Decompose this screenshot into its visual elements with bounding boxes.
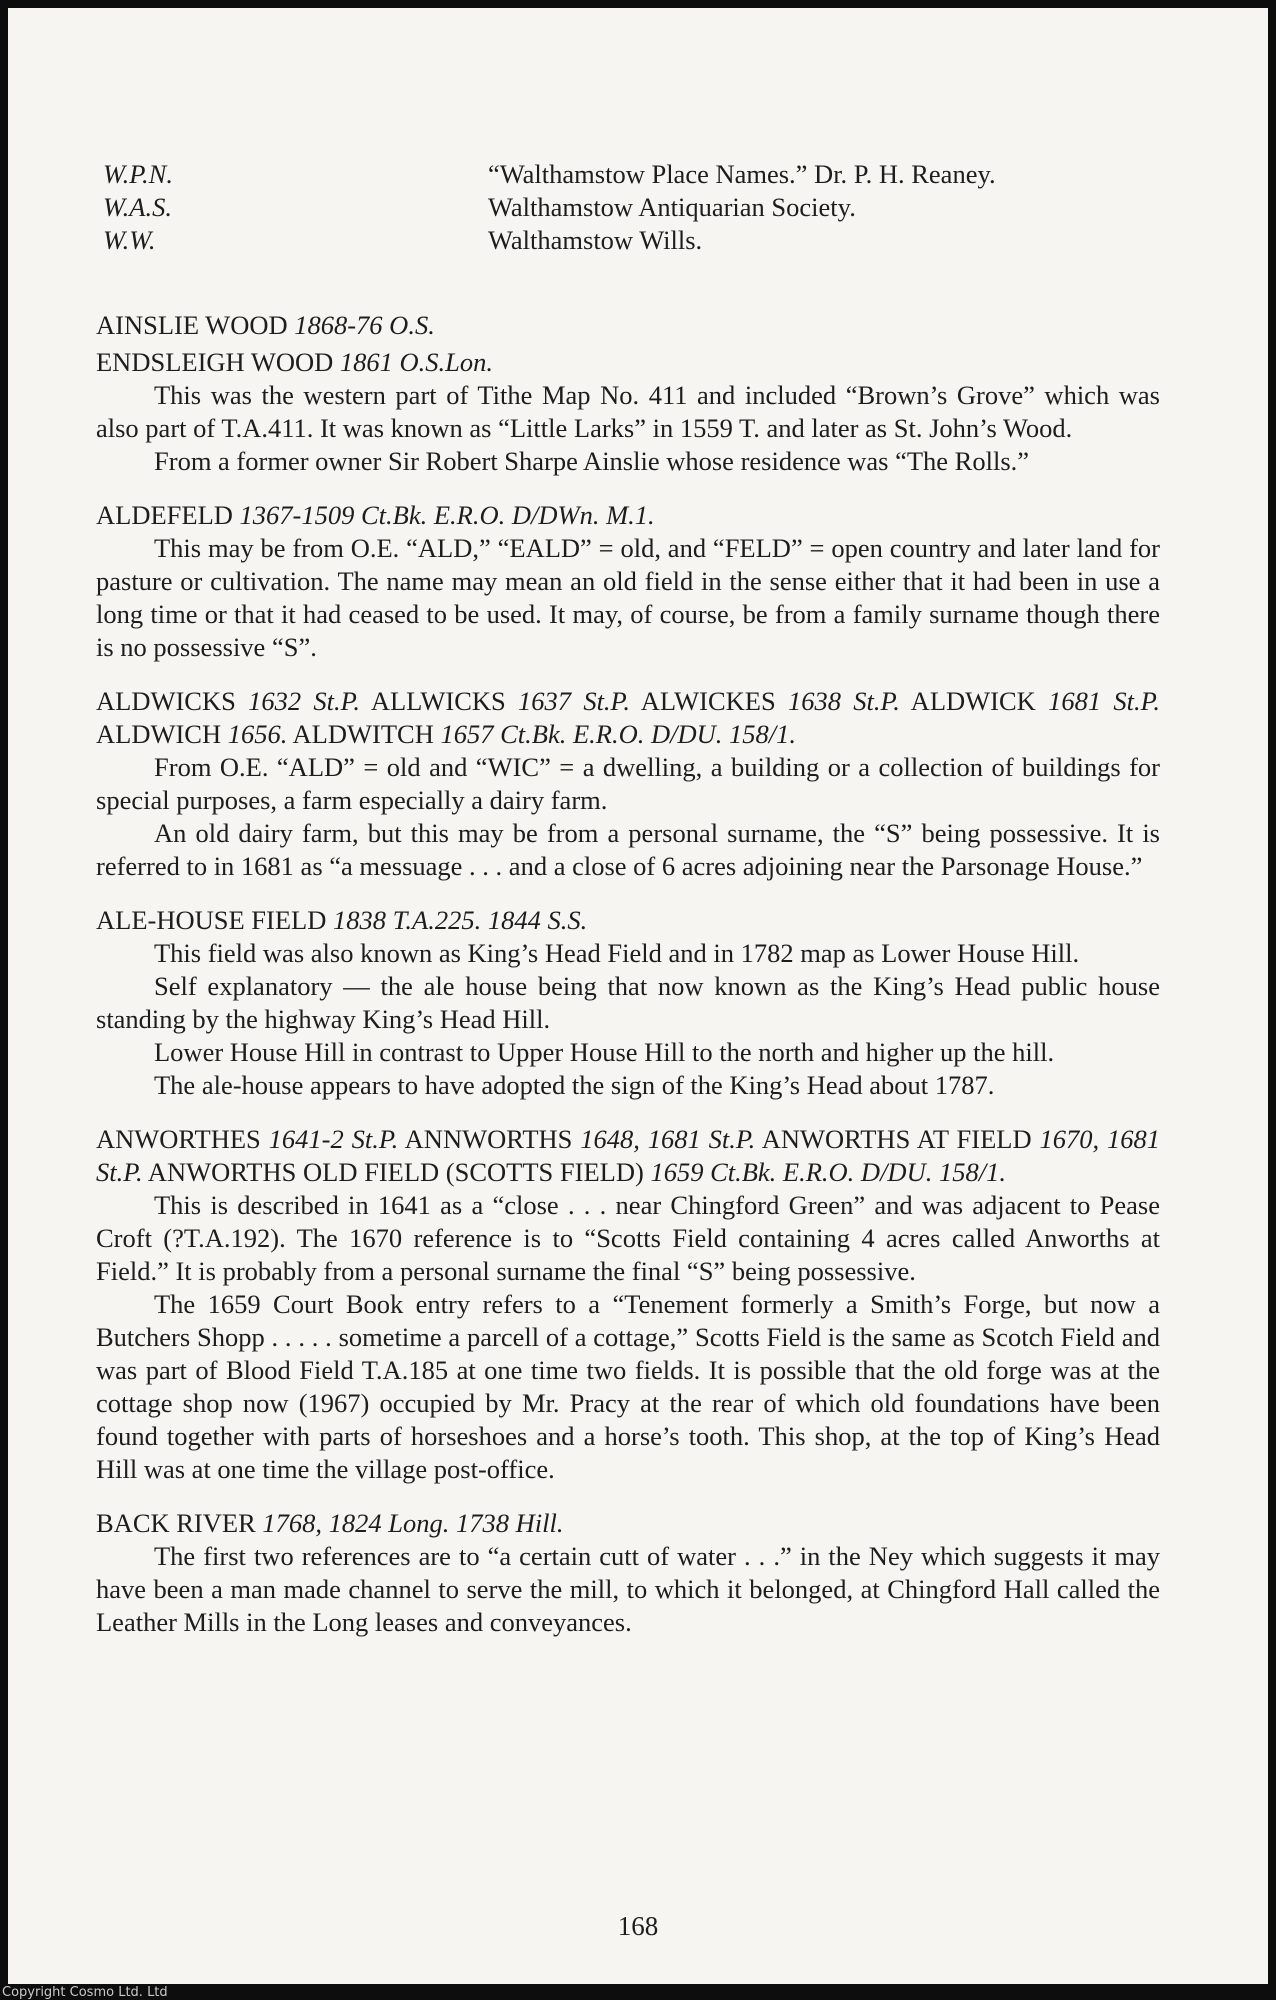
heading-reference: 1656.: [227, 719, 288, 749]
entry-paragraph: This may be from O.E. “ALD,” “EALD” = old, and “FELD” = open country and later land for pasture or cultivation. The name may mean an old field in the sense either that it had been in use a long time or that it had ceased to be used. It may, of course, be from a family surname though there is no possessive “S”.: [96, 533, 1160, 662]
entry-paragraph: This field was also known as King’s Head Field and in 1782 map as Lower House Hill.: [154, 938, 1080, 968]
entry-paragraph: From O.E. “ALD” = old and “WIC” = a dwelling, a building or a collection of buildings for special purposes, a farm especially a dairy farm.: [96, 752, 1160, 815]
place-name-entries: [96, 309, 1160, 1639]
place-name-entry: [96, 904, 1160, 1102]
heading-name: ALDWICKS: [96, 686, 249, 716]
heading-name: BACK RIVER: [96, 1508, 263, 1538]
abbreviations-list: [103, 158, 1160, 257]
heading-name: ALDEFELD: [96, 500, 240, 530]
heading-name: AINSLIE WOOD: [96, 310, 295, 340]
entry-heading: [96, 1123, 1160, 1189]
heading-reference: 1657 Ct.Bk. E.R.O. D/DU. 158/1.: [440, 719, 796, 749]
entry-paragraph: This was the western part of Tithe Map No. 411 and included “Brown’s Grove” which was also part of T.A.411. It was known as “Little Larks” in 1559 T. and later as St. John’s Wood.: [96, 380, 1160, 443]
entry-paragraph: From a former owner Sir Robert Sharpe Ainslie whose residence was “The Rolls.”: [154, 446, 1030, 476]
copyright-notice: Copyright Cosmo Ltd. Ltd: [2, 1985, 168, 2000]
heading-reference: 1638 St.P.: [787, 686, 900, 716]
heading-reference: 1632 St.P.: [248, 686, 361, 716]
heading-name: ALDWICK: [899, 686, 1049, 716]
entry-paragraph: The 1659 Court Book entry refers to a “Tenement formerly a Smith’s Forge, but now a Butchers Shopp . . . . . sometime a parcell of a cottage,” Scotts Field is the same as Scotch Field and was part of Blood Field T.A.185 at one time two fields. It is possible that the old forge was at the cottage shop now (1967) occupied by Mr. Pracy at the rear of which old foundations have been found together with parts of horseshoes and a horse’s tooth. This shop, at the top of King’s Head Hill was at one time the village post-office.: [96, 1289, 1160, 1484]
entry-paragraph: The first two references are to “a certain cutt of water . . .” in the Ney which suggests it may have been a man made channel to serve the mill, to which it belonged, at Chingford Hall called the Leather Mills in the Long leases and conveyances.: [96, 1541, 1160, 1637]
heading-name: ANNWORTHS: [398, 1124, 581, 1154]
heading-reference: 1868-76 O.S.: [294, 310, 435, 340]
entry-heading: [96, 499, 1160, 532]
entry-heading: [96, 685, 1160, 751]
heading-name: ALLWICKS: [360, 686, 519, 716]
abbreviation-meaning: “Walthamstow Place Names.” Dr. P. H. Reaney.: [488, 159, 996, 189]
place-name-entry: [96, 1507, 1160, 1639]
place-name-entry: [96, 309, 1160, 342]
abbreviation: W.W.: [103, 225, 156, 255]
heading-reference: 1367-1509 Ct.Bk. E.R.O. D/DWn. M.1.: [239, 500, 655, 530]
heading-name: ALWICKES: [629, 686, 788, 716]
entry-heading: [96, 904, 1160, 937]
heading-reference: 1670, 1681 St.P.: [96, 1124, 1160, 1187]
entry-paragraph: An old dairy farm, but this may be from a personal surname, the “S” being possessive. It is referred to in 1681 as “a messuage . . . and a close of 6 acres adjoining near the Parsonage House.”: [96, 818, 1160, 881]
heading-name: ENDSLEIGH WOOD: [96, 347, 340, 377]
place-name-entry: [96, 499, 1160, 664]
entry-heading: [96, 1507, 1160, 1540]
abbreviation: W.A.S.: [103, 192, 172, 222]
heading-reference: 1641-2 St.P.: [268, 1124, 399, 1154]
entry-paragraph: This is described in 1641 as a “close . . . near Chingford Green” and was adjacent to Pease Croft (?T.A.192). The 1670 reference is to “Scotts Field containing 4 acres called Anworths at Field.” It is probably from a personal surname the final “S” being possessive.: [96, 1190, 1160, 1286]
abbreviation-meaning: Walthamstow Antiquarian Society.: [488, 192, 856, 222]
heading-name: ALE-HOUSE FIELD: [96, 905, 333, 935]
entry-heading: [96, 309, 1160, 342]
heading-reference: 1648, 1681 St.P.: [580, 1124, 756, 1154]
place-name-entry: [96, 1123, 1160, 1486]
heading-reference: 1768, 1824 Long. 1738 Hill.: [262, 1508, 564, 1538]
heading-name: ANWORTHES: [96, 1124, 269, 1154]
abbreviation-meaning: Walthamstow Wills.: [488, 225, 703, 255]
heading-reference: 1637 St.P.: [518, 686, 630, 716]
document-page: [8, 8, 1268, 1984]
heading-name: ANWORTHS AT FIELD: [755, 1124, 1040, 1154]
entry-paragraph: Lower House Hill in contrast to Upper House Hill to the north and higher up the hill.: [154, 1037, 1055, 1067]
heading-name: ALDWITCH: [287, 719, 441, 749]
place-name-entry: [96, 346, 1160, 478]
entry-paragraph: The ale-house appears to have adopted the sign of the King’s Head about 1787.: [154, 1070, 995, 1100]
heading-name: ANWORTHS OLD FIELD (SCOTTS FIELD): [142, 1157, 651, 1187]
heading-reference: 1681 St.P.: [1048, 686, 1160, 716]
heading-reference: 1861 O.S.Lon.: [339, 347, 494, 377]
abbreviation: W.P.N.: [103, 159, 173, 189]
heading-reference: 1659 Ct.Bk. E.R.O. D/DU. 158/1.: [650, 1157, 1006, 1187]
page-number: 168: [617, 1911, 659, 1941]
place-name-entry: [96, 685, 1160, 883]
entry-paragraph: Self explanatory — the ale house being that now known as the King’s Head public house standing by the highway King’s Head Hill.: [96, 971, 1160, 1034]
entry-heading: [96, 346, 1160, 379]
heading-name: ALDWICH: [96, 719, 228, 749]
heading-reference: 1838 T.A.225. 1844 S.S.: [333, 905, 588, 935]
